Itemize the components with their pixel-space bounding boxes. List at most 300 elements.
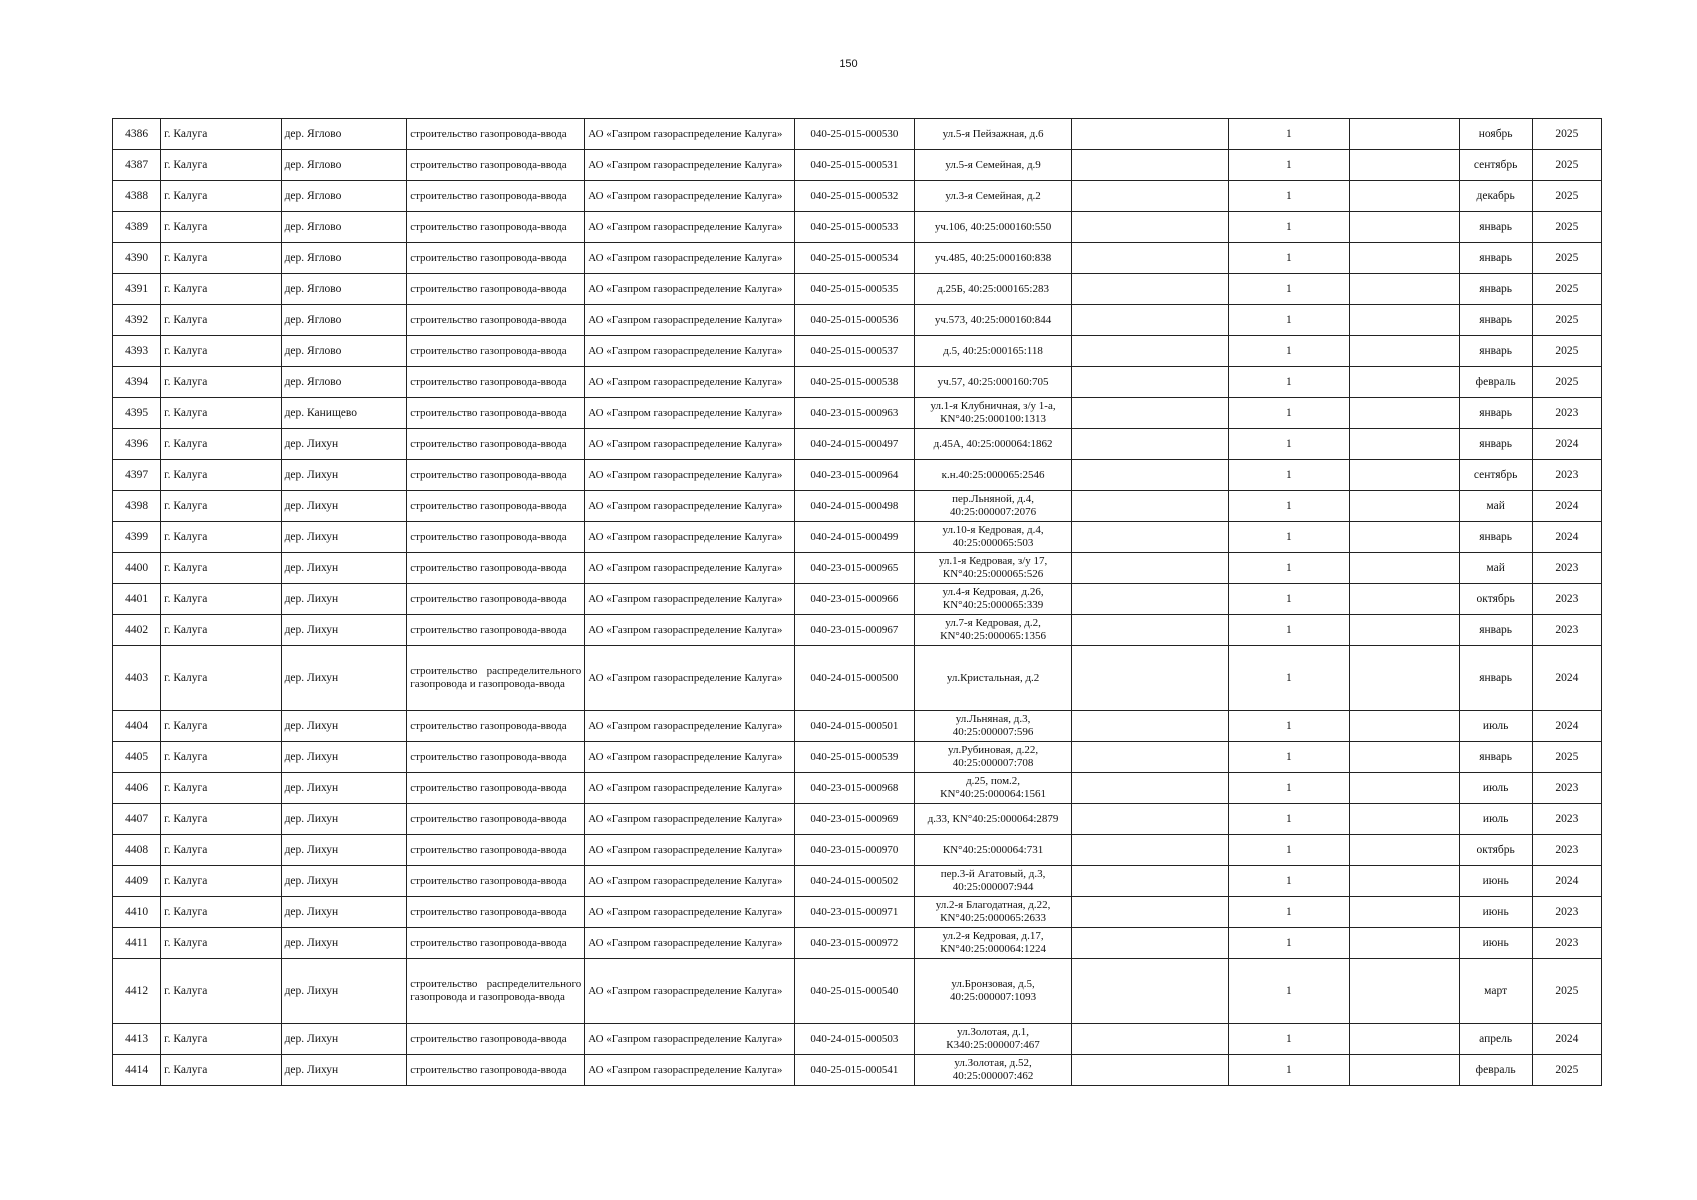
month-cell: январь [1459,646,1532,711]
address-cell: пер.Льняной, д.4, 40:25:000007:2076 [915,491,1072,522]
organization-cell: АО «Газпром газораспределение Калуга» [585,491,794,522]
table-row [113,460,1602,491]
table-row [113,711,1602,742]
quantity-cell: 1 [1229,367,1349,398]
city-cell: г. Калуга [161,866,281,897]
year-cell: 2023 [1532,553,1601,584]
empty-cell [1072,928,1229,959]
organization-cell: АО «Газпром газораспределение Калуга» [585,398,794,429]
object-code-cell: 040-25-015-000541 [794,1055,914,1086]
work-type-cell: строительство газопровода-ввода [407,398,585,429]
work-type-cell: строительство газопровода-ввода [407,711,585,742]
empty-cell [1349,336,1459,367]
empty-cell [1349,711,1459,742]
settlement-cell: дер. Лихун [281,804,407,835]
quantity-cell: 1 [1229,243,1349,274]
settlement-cell: дер. Лихун [281,646,407,711]
quantity-cell: 1 [1229,866,1349,897]
address-cell: ул.3-я Семейная, д.2 [915,181,1072,212]
organization-cell: АО «Газпром газораспределение Калуга» [585,742,794,773]
month-cell: апрель [1459,1024,1532,1055]
object-code-cell: 040-25-015-000535 [794,274,914,305]
organization-cell: АО «Газпром газораспределение Калуга» [585,711,794,742]
empty-cell [1349,398,1459,429]
organization-cell: АО «Газпром газораспределение Калуга» [585,646,794,711]
address-cell: ул.4-я Кедровая, д.26, КN°40:25:000065:339 [915,584,1072,615]
quantity-cell: 1 [1229,742,1349,773]
row-number: 4390 [113,243,161,274]
object-code-cell: 040-24-015-000502 [794,866,914,897]
work-type-cell: строительство газопровода-ввода [407,243,585,274]
year-cell: 2025 [1532,1055,1601,1086]
object-code-cell: 040-23-015-000963 [794,398,914,429]
row-number: 4403 [113,646,161,711]
settlement-cell: дер. Лихун [281,553,407,584]
quantity-cell: 1 [1229,274,1349,305]
quantity-cell: 1 [1229,491,1349,522]
empty-cell [1072,866,1229,897]
empty-cell [1349,212,1459,243]
table-row [113,584,1602,615]
organization-cell: АО «Газпром газораспределение Калуга» [585,429,794,460]
organization-cell: АО «Газпром газораспределение Калуга» [585,336,794,367]
organization-cell: АО «Газпром газораспределение Калуга» [585,150,794,181]
object-code-cell: 040-25-015-000537 [794,336,914,367]
object-code-cell: 040-25-015-000536 [794,305,914,336]
city-cell: г. Калуга [161,367,281,398]
empty-cell [1349,367,1459,398]
month-cell: октябрь [1459,835,1532,866]
empty-cell [1349,646,1459,711]
row-number: 4386 [113,119,161,150]
empty-cell [1072,491,1229,522]
address-cell: ул.2-я Благодатная, д.22, КN°40:25:000065:2633 [915,897,1072,928]
year-cell: 2024 [1532,429,1601,460]
row-number: 4406 [113,773,161,804]
empty-cell [1349,305,1459,336]
quantity-cell: 1 [1229,181,1349,212]
year-cell: 2024 [1532,866,1601,897]
settlement-cell: дер. Лихун [281,1055,407,1086]
empty-cell [1349,1055,1459,1086]
empty-cell [1072,1024,1229,1055]
work-type-cell: строительство газопровода-ввода [407,553,585,584]
object-code-cell: 040-25-015-000534 [794,243,914,274]
object-code-cell: 040-25-015-000538 [794,367,914,398]
table-row [113,615,1602,646]
year-cell: 2025 [1532,119,1601,150]
table-row [113,119,1602,150]
row-number: 4388 [113,181,161,212]
settlement-cell: дер. Лихун [281,491,407,522]
address-cell: ул.5-я Пейзажная, д.6 [915,119,1072,150]
row-number: 4408 [113,835,161,866]
row-number: 4410 [113,897,161,928]
settlement-cell: дер. Лихун [281,742,407,773]
empty-cell [1349,522,1459,553]
month-cell: июль [1459,773,1532,804]
work-type-cell: строительство газопровода-ввода [407,460,585,491]
table-row [113,305,1602,336]
empty-cell [1349,150,1459,181]
empty-cell [1349,773,1459,804]
empty-cell [1072,429,1229,460]
settlement-cell: дер. Лихун [281,1024,407,1055]
empty-cell [1072,336,1229,367]
empty-cell [1072,522,1229,553]
empty-cell [1072,897,1229,928]
organization-cell: АО «Газпром газораспределение Калуга» [585,305,794,336]
table-row [113,804,1602,835]
organization-cell: АО «Газпром газораспределение Калуга» [585,212,794,243]
empty-cell [1072,773,1229,804]
settlement-cell: дер. Лихун [281,522,407,553]
object-code-cell: 040-25-015-000531 [794,150,914,181]
organization-cell: АО «Газпром газораспределение Калуга» [585,367,794,398]
empty-cell [1349,181,1459,212]
quantity-cell: 1 [1229,429,1349,460]
city-cell: г. Калуга [161,119,281,150]
table-row [113,429,1602,460]
address-cell: ул.Бронзовая, д.5, 40:25:000007:1093 [915,959,1072,1024]
table-row [113,491,1602,522]
month-cell: сентябрь [1459,150,1532,181]
table-row [113,522,1602,553]
quantity-cell: 1 [1229,336,1349,367]
row-number: 4409 [113,866,161,897]
city-cell: г. Калуга [161,615,281,646]
settlement-cell: дер. Яглово [281,305,407,336]
address-cell: КN°40:25:000064:731 [915,835,1072,866]
row-number: 4412 [113,959,161,1024]
table-row [113,773,1602,804]
address-cell: уч.485, 40:25:000160:838 [915,243,1072,274]
city-cell: г. Калуга [161,928,281,959]
work-type-cell: строительство газопровода-ввода [407,897,585,928]
work-type-cell: строительство газопровода-ввода [407,305,585,336]
month-cell: ноябрь [1459,119,1532,150]
empty-cell [1072,367,1229,398]
organization-cell: АО «Газпром газораспределение Калуга» [585,897,794,928]
city-cell: г. Калуга [161,897,281,928]
work-type-cell: строительство газопровода-ввода [407,119,585,150]
row-number: 4393 [113,336,161,367]
city-cell: г. Калуга [161,181,281,212]
month-cell: январь [1459,615,1532,646]
month-cell: март [1459,959,1532,1024]
month-cell: январь [1459,243,1532,274]
table-row [113,835,1602,866]
work-type-cell: строительство газопровода-ввода [407,336,585,367]
empty-cell [1072,584,1229,615]
object-code-cell: 040-24-015-000498 [794,491,914,522]
empty-cell [1072,119,1229,150]
organization-cell: АО «Газпром газораспределение Калуга» [585,181,794,212]
quantity-cell: 1 [1229,1055,1349,1086]
work-type-cell: строительство газопровода-ввода [407,742,585,773]
empty-cell [1349,119,1459,150]
work-type-cell: строительство газопровода-ввода [407,429,585,460]
address-cell: ул.Льняная, д.3, 40:25:000007:596 [915,711,1072,742]
address-cell: уч.106, 40:25:000160:550 [915,212,1072,243]
empty-cell [1072,398,1229,429]
address-cell: ул.5-я Семейная, д.9 [915,150,1072,181]
empty-cell [1072,212,1229,243]
empty-cell [1072,711,1229,742]
empty-cell [1072,243,1229,274]
organization-cell: АО «Газпром газораспределение Калуга» [585,1024,794,1055]
object-code-cell: 040-25-015-000532 [794,181,914,212]
empty-cell [1349,584,1459,615]
work-type-cell: строительство газопровода-ввода [407,1055,585,1086]
organization-cell: АО «Газпром газораспределение Калуга» [585,928,794,959]
quantity-cell: 1 [1229,150,1349,181]
work-type-cell: строительство газопровода-ввода [407,866,585,897]
object-code-cell: 040-24-015-000499 [794,522,914,553]
quantity-cell: 1 [1229,553,1349,584]
quantity-cell: 1 [1229,212,1349,243]
object-code-cell: 040-23-015-000965 [794,553,914,584]
year-cell: 2025 [1532,959,1601,1024]
empty-cell [1349,835,1459,866]
object-code-cell: 040-24-015-000503 [794,1024,914,1055]
table-row [113,866,1602,897]
city-cell: г. Калуга [161,742,281,773]
row-number: 4394 [113,367,161,398]
row-number: 4404 [113,711,161,742]
object-code-cell: 040-23-015-000969 [794,804,914,835]
address-cell: уч.573, 40:25:000160:844 [915,305,1072,336]
work-type-cell: строительство газопровода-ввода [407,928,585,959]
month-cell: июнь [1459,928,1532,959]
table-row [113,181,1602,212]
address-cell: д.45А, 40:25:000064:1862 [915,429,1072,460]
quantity-cell: 1 [1229,897,1349,928]
object-code-cell: 040-25-015-000530 [794,119,914,150]
row-number: 4405 [113,742,161,773]
settlement-cell: дер. Яглово [281,243,407,274]
table-row [113,897,1602,928]
month-cell: февраль [1459,367,1532,398]
year-cell: 2025 [1532,305,1601,336]
month-cell: январь [1459,398,1532,429]
work-type-cell: строительство распределительного газопровода и газопровода-ввода [407,646,585,711]
table-row [113,243,1602,274]
city-cell: г. Калуга [161,491,281,522]
work-type-cell: строительство газопровода-ввода [407,212,585,243]
object-code-cell: 040-23-015-000972 [794,928,914,959]
month-cell: июнь [1459,866,1532,897]
table-row [113,150,1602,181]
empty-cell [1349,804,1459,835]
address-cell: д.33, КN°40:25:000064:2879 [915,804,1072,835]
empty-cell [1349,615,1459,646]
settlement-cell: дер. Лихун [281,835,407,866]
table-row [113,959,1602,1024]
year-cell: 2025 [1532,274,1601,305]
empty-cell [1072,742,1229,773]
quantity-cell: 1 [1229,773,1349,804]
year-cell: 2023 [1532,584,1601,615]
table-row [113,274,1602,305]
row-number: 4400 [113,553,161,584]
quantity-cell: 1 [1229,646,1349,711]
empty-cell [1072,804,1229,835]
settlement-cell: дер. Яглово [281,336,407,367]
work-type-cell: строительство распределительного газопровода и газопровода-ввода [407,959,585,1024]
city-cell: г. Калуга [161,1055,281,1086]
month-cell: январь [1459,336,1532,367]
city-cell: г. Калуга [161,398,281,429]
table-row [113,367,1602,398]
year-cell: 2024 [1532,522,1601,553]
settlement-cell: дер. Лихун [281,711,407,742]
address-cell: к.н.40:25:000065:2546 [915,460,1072,491]
object-code-cell: 040-23-015-000971 [794,897,914,928]
settlement-cell: дер. Яглово [281,367,407,398]
settlement-cell: дер. Лихун [281,429,407,460]
quantity-cell: 1 [1229,305,1349,336]
settlement-cell: дер. Лихун [281,928,407,959]
month-cell: январь [1459,742,1532,773]
empty-cell [1349,897,1459,928]
empty-cell [1072,181,1229,212]
organization-cell: АО «Газпром газораспределение Калуга» [585,584,794,615]
table-body [113,119,1602,1086]
empty-cell [1072,274,1229,305]
empty-cell [1349,742,1459,773]
address-cell: пер.3-й Агатовый, д.3, 40:25:000007:944 [915,866,1072,897]
organization-cell: АО «Газпром газораспределение Калуга» [585,274,794,305]
quantity-cell: 1 [1229,615,1349,646]
year-cell: 2025 [1532,212,1601,243]
empty-cell [1349,928,1459,959]
settlement-cell: дер. Яглово [281,181,407,212]
address-cell: ул.10-я Кедровая, д.4, 40:25:000065:503 [915,522,1072,553]
row-number: 4389 [113,212,161,243]
row-number: 4401 [113,584,161,615]
work-type-cell: строительство газопровода-ввода [407,584,585,615]
month-cell: январь [1459,429,1532,460]
address-cell: ул.Золотая, д.1, К340:25:000007:467 [915,1024,1072,1055]
table-row [113,1055,1602,1086]
quantity-cell: 1 [1229,804,1349,835]
table-row [113,336,1602,367]
row-number: 4398 [113,491,161,522]
month-cell: май [1459,553,1532,584]
month-cell: февраль [1459,1055,1532,1086]
empty-cell [1072,305,1229,336]
city-cell: г. Калуга [161,553,281,584]
empty-cell [1349,1024,1459,1055]
work-type-cell: строительство газопровода-ввода [407,773,585,804]
work-type-cell: строительство газопровода-ввода [407,615,585,646]
organization-cell: АО «Газпром газораспределение Калуга» [585,1055,794,1086]
month-cell: январь [1459,274,1532,305]
table-row [113,398,1602,429]
settlement-cell: дер. Канищево [281,398,407,429]
city-cell: г. Калуга [161,212,281,243]
empty-cell [1072,1055,1229,1086]
year-cell: 2023 [1532,804,1601,835]
work-type-cell: строительство газопровода-ввода [407,181,585,212]
empty-cell [1349,491,1459,522]
address-cell: д.25Б, 40:25:000165:283 [915,274,1072,305]
work-type-cell: строительство газопровода-ввода [407,367,585,398]
city-cell: г. Калуга [161,835,281,866]
year-cell: 2023 [1532,928,1601,959]
month-cell: декабрь [1459,181,1532,212]
month-cell: июль [1459,804,1532,835]
empty-cell [1072,835,1229,866]
city-cell: г. Калуга [161,243,281,274]
city-cell: г. Калуга [161,773,281,804]
object-code-cell: 040-23-015-000968 [794,773,914,804]
quantity-cell: 1 [1229,584,1349,615]
quantity-cell: 1 [1229,711,1349,742]
settlement-cell: дер. Лихун [281,584,407,615]
row-number: 4399 [113,522,161,553]
month-cell: январь [1459,522,1532,553]
quantity-cell: 1 [1229,959,1349,1024]
object-code-cell: 040-25-015-000540 [794,959,914,1024]
city-cell: г. Калуга [161,646,281,711]
table-row [113,553,1602,584]
address-cell: д.5, 40:25:000165:118 [915,336,1072,367]
month-cell: май [1459,491,1532,522]
settlement-cell: дер. Лихун [281,866,407,897]
city-cell: г. Калуга [161,460,281,491]
row-number: 4387 [113,150,161,181]
empty-cell [1072,150,1229,181]
year-cell: 2023 [1532,460,1601,491]
settlement-cell: дер. Лихун [281,773,407,804]
month-cell: сентябрь [1459,460,1532,491]
row-number: 4396 [113,429,161,460]
row-number: 4413 [113,1024,161,1055]
address-cell: д.25, пом.2, КN°40:25:000064:1561 [915,773,1072,804]
organization-cell: АО «Газпром газораспределение Калуга» [585,866,794,897]
city-cell: г. Калуга [161,804,281,835]
row-number: 4407 [113,804,161,835]
quantity-cell: 1 [1229,460,1349,491]
year-cell: 2025 [1532,243,1601,274]
organization-cell: АО «Газпром газораспределение Калуга» [585,773,794,804]
city-cell: г. Калуга [161,336,281,367]
object-code-cell: 040-23-015-000970 [794,835,914,866]
year-cell: 2024 [1532,491,1601,522]
work-type-cell: строительство газопровода-ввода [407,274,585,305]
city-cell: г. Калуга [161,584,281,615]
empty-cell [1072,646,1229,711]
city-cell: г. Калуга [161,959,281,1024]
object-code-cell: 040-24-015-000501 [794,711,914,742]
year-cell: 2023 [1532,897,1601,928]
city-cell: г. Калуга [161,305,281,336]
page-number: 150 [839,58,858,70]
organization-cell: АО «Газпром газораспределение Калуга» [585,804,794,835]
object-code-cell: 040-25-015-000533 [794,212,914,243]
object-code-cell: 040-23-015-000967 [794,615,914,646]
address-cell: ул.Рубиновая, д.22, 40:25:000007:708 [915,742,1072,773]
city-cell: г. Калуга [161,274,281,305]
address-cell: ул.7-я Кедровая, д.2, КN°40:25:000065:1356 [915,615,1072,646]
organization-cell: АО «Газпром газораспределение Калуга» [585,835,794,866]
empty-cell [1349,429,1459,460]
month-cell: январь [1459,212,1532,243]
work-type-cell: строительство газопровода-ввода [407,522,585,553]
year-cell: 2023 [1532,773,1601,804]
